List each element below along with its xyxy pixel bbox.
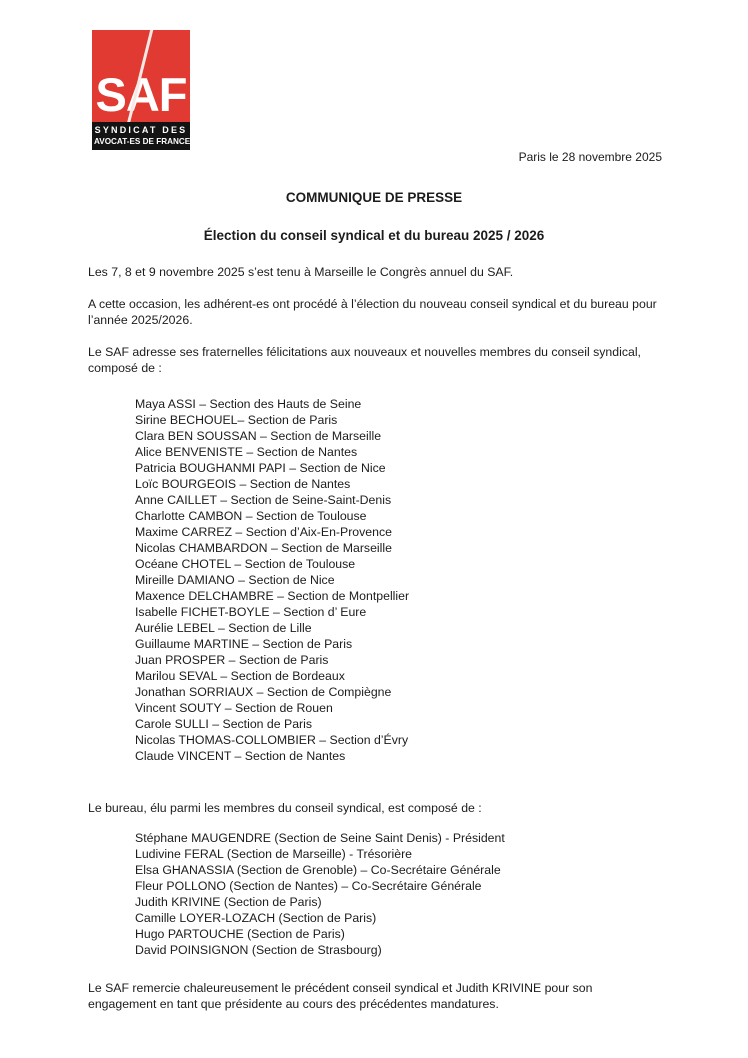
saf-logo-acronym: SAF <box>95 68 187 121</box>
conseil-member: Maya ASSI – Section des Hauts de Seine <box>135 397 362 411</box>
dateline: Paris le 28 novembre 2025 <box>518 150 662 164</box>
conseil-syndical-list <box>135 396 664 764</box>
conseil-member: Océane CHOTEL – Section de Toulouse <box>135 557 356 571</box>
conseil-member: Anne CAILLET – Section de Seine-Saint-Denis <box>135 493 392 507</box>
conseil-member: Aurélie LEBEL – Section de Lille <box>135 621 312 635</box>
conseil-member: Sirine BECHOUEL– Section de Paris <box>135 413 338 427</box>
conseil-member: Maxime CARREZ – Section d’Aix-En-Provence <box>135 525 392 539</box>
conseil-member: Guillaume MARTINE – Section de Paris <box>135 637 353 651</box>
bureau-list <box>135 830 664 958</box>
conseil-member: Nicolas CHAMBARDON – Section de Marseille <box>135 541 392 555</box>
kicker-communique: COMMUNIQUE DE PRESSE <box>285 190 463 205</box>
conseil-member: Carole SULLI – Section de Paris <box>135 717 313 731</box>
conseil-member: Alice BENVENISTE – Section de Nantes <box>135 445 358 459</box>
bureau-member: Camille LOYER-LOZACH (Section de Paris) <box>135 911 377 925</box>
conseil-member: Marilou SEVAL – Section de Bordeaux <box>135 669 345 683</box>
conseil-member: Vincent SOUTY – Section de Rouen <box>135 701 333 715</box>
bureau-member: Judith KRIVINE (Section de Paris) <box>135 895 322 909</box>
conseil-member: Claude VINCENT – Section de Nantes <box>135 749 346 763</box>
bureau-member: Fleur POLLONO (Section de Nantes) – Co-Secrétaire Générale <box>135 879 482 893</box>
saf-logo-band-line2: AVOCAT-ES DE FRANCE <box>93 136 191 146</box>
saf-logo-band-line1: SYNDICAT DES <box>94 125 188 135</box>
bureau-member: Stéphane MAUGENDRE (Section de Seine Saint Denis) - Président <box>135 831 505 845</box>
page-title: Élection du conseil syndical et du bureau 2025 / 2026 <box>203 228 545 243</box>
conseil-member: Clara BEN SOUSSAN – Section de Marseille <box>135 429 382 443</box>
paragraph-remerciements: Le SAF remercie chaleureusement le précédent conseil syndical et Judith KRIVINE pour son engagement en tant que présidente au cours des précédentes mandatures. <box>88 981 593 1011</box>
bureau-member: David POINSIGNON (Section de Strasbourg) <box>135 943 382 957</box>
bureau-member: Hugo PARTOUCHE (Section de Paris) <box>135 927 345 941</box>
bureau-member: Ludivine FERAL (Section de Marseille) - Trésorière <box>135 847 413 861</box>
conseil-member: Nicolas THOMAS-COLLOMBIER – Section d’Évry <box>135 733 409 747</box>
paragraph-congres: Les 7, 8 et 9 novembre 2025 s’est tenu à Marseille le Congrès annuel du SAF. <box>88 265 514 279</box>
paragraph-bureau-intro: Le bureau, élu parmi les membres du conseil syndical, est composé de : <box>88 801 482 815</box>
conseil-member: Isabelle FICHET-BOYLE – Section d’ Eure <box>135 605 367 619</box>
conseil-member: Maxence DELCHAMBRE – Section de Montpellier <box>135 589 410 603</box>
conseil-member: Patricia BOUGHANMI PAPI – Section de Nice <box>135 461 386 475</box>
paragraph-felicitations: Le SAF adresse ses fraternelles félicitations aux nouveaux et nouvelles membres du conseil syndical, composé de : <box>88 345 641 375</box>
conseil-member: Mireille DAMIANO – Section de Nice <box>135 573 335 587</box>
bureau-member: Elsa GHANASSIA (Section de Grenoble) – Co-Secrétaire Générale <box>135 863 501 877</box>
conseil-member: Loïc BOURGEOIS – Section de Nantes <box>135 477 351 491</box>
conseil-member: Juan PROSPER – Section de Paris <box>135 653 329 667</box>
conseil-member: Jonathan SORRIAUX – Section de Compiègne <box>135 685 392 699</box>
conseil-member: Charlotte CAMBON – Section de Toulouse <box>135 509 367 523</box>
paragraph-election: A cette occasion, les adhérent-es ont procédé à l’élection du nouveau conseil syndical et du bureau pour l’année 2025/2026. <box>88 297 657 327</box>
